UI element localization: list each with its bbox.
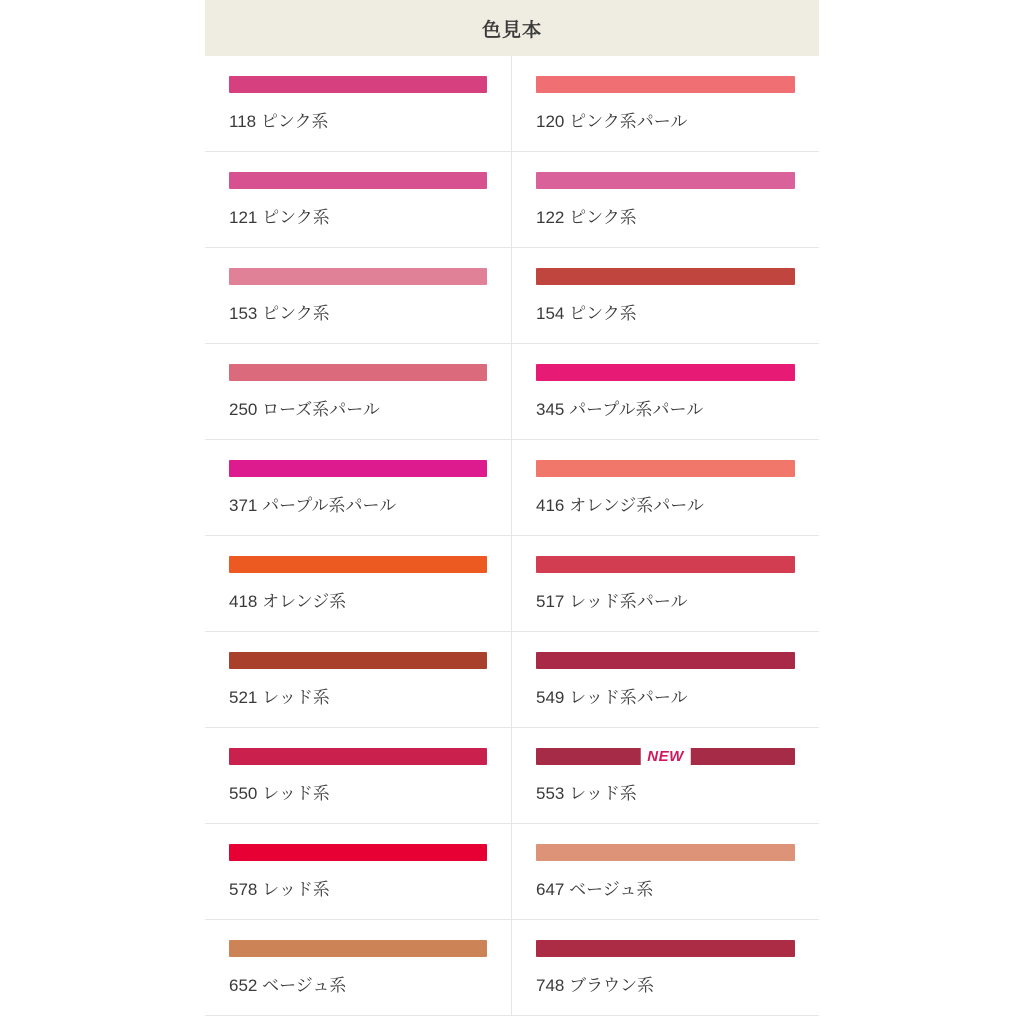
color-swatch <box>229 364 487 381</box>
color-swatch <box>229 172 487 189</box>
swatch-label: 345 パープル系パール <box>536 400 704 419</box>
color-swatch <box>229 652 487 669</box>
color-swatch <box>536 748 795 765</box>
color-swatch <box>229 460 487 477</box>
swatch-grid <box>205 56 819 1016</box>
swatch-label: 120 ピンク系パール <box>536 112 688 131</box>
swatch-label: 521 レッド系 <box>229 688 330 707</box>
swatch-cell[interactable] <box>205 728 512 824</box>
color-swatch <box>229 748 487 765</box>
swatch-cell[interactable] <box>512 536 819 632</box>
swatch-label: 550 レッド系 <box>229 784 330 803</box>
swatch-cell[interactable] <box>205 920 512 1016</box>
swatch-label: 517 レッド系パール <box>536 592 688 611</box>
swatch-label: 250 ローズ系パール <box>229 400 380 419</box>
swatch-label: 416 オレンジ系パール <box>536 496 704 515</box>
color-swatch <box>536 940 795 957</box>
color-swatch <box>536 364 795 381</box>
color-swatch <box>536 844 795 861</box>
swatch-cell[interactable] <box>512 344 819 440</box>
color-swatch <box>229 940 487 957</box>
swatch-cell[interactable] <box>205 824 512 920</box>
page-title: 色見本 <box>481 19 542 41</box>
swatch-cell[interactable] <box>512 824 819 920</box>
color-swatch <box>536 172 795 189</box>
color-swatch <box>229 268 487 285</box>
swatch-label: 122 ピンク系 <box>536 208 637 227</box>
swatch-cell[interactable] <box>205 248 512 344</box>
swatch-cell[interactable] <box>205 536 512 632</box>
swatch-label: 652 ベージュ系 <box>229 976 347 995</box>
swatch-cell[interactable] <box>512 56 819 152</box>
swatch-label: 153 ピンク系 <box>229 304 330 323</box>
swatch-cell[interactable] <box>512 248 819 344</box>
color-swatch <box>536 652 795 669</box>
color-swatch <box>229 76 487 93</box>
swatch-label: 118 ピンク系 <box>229 112 329 131</box>
swatch-label: 371 パープル系パール <box>229 496 397 515</box>
chart-header <box>205 0 819 56</box>
swatch-cell[interactable] <box>512 920 819 1016</box>
swatch-label: 121 ピンク系 <box>229 208 330 227</box>
color-swatch <box>536 76 795 93</box>
swatch-label: 578 レッド系 <box>229 880 330 899</box>
swatch-cell[interactable] <box>512 440 819 536</box>
swatch-label: 154 ピンク系 <box>536 304 637 323</box>
color-swatch <box>536 460 795 477</box>
swatch-cell[interactable] <box>512 632 819 728</box>
color-swatch <box>536 556 795 573</box>
color-swatch <box>229 844 487 861</box>
swatch-cell[interactable] <box>205 56 512 152</box>
swatch-label: 553 レッド系 <box>536 784 637 803</box>
bottom-spacer <box>205 1016 819 1030</box>
color-swatch <box>229 556 487 573</box>
swatch-cell[interactable] <box>205 632 512 728</box>
swatch-label: 647 ベージュ系 <box>536 880 654 899</box>
swatch-cell[interactable] <box>512 152 819 248</box>
swatch-cell[interactable] <box>512 728 819 824</box>
swatch-cell[interactable] <box>205 152 512 248</box>
color-swatch <box>536 268 795 285</box>
swatch-cell[interactable] <box>205 440 512 536</box>
new-badge: NEW <box>640 748 691 766</box>
color-chart-sheet <box>205 0 819 1024</box>
swatch-cell[interactable] <box>205 344 512 440</box>
swatch-label: 549 レッド系パール <box>536 688 688 707</box>
swatch-label: 418 オレンジ系 <box>229 592 347 611</box>
swatch-label: 748 ブラウン系 <box>536 976 655 995</box>
